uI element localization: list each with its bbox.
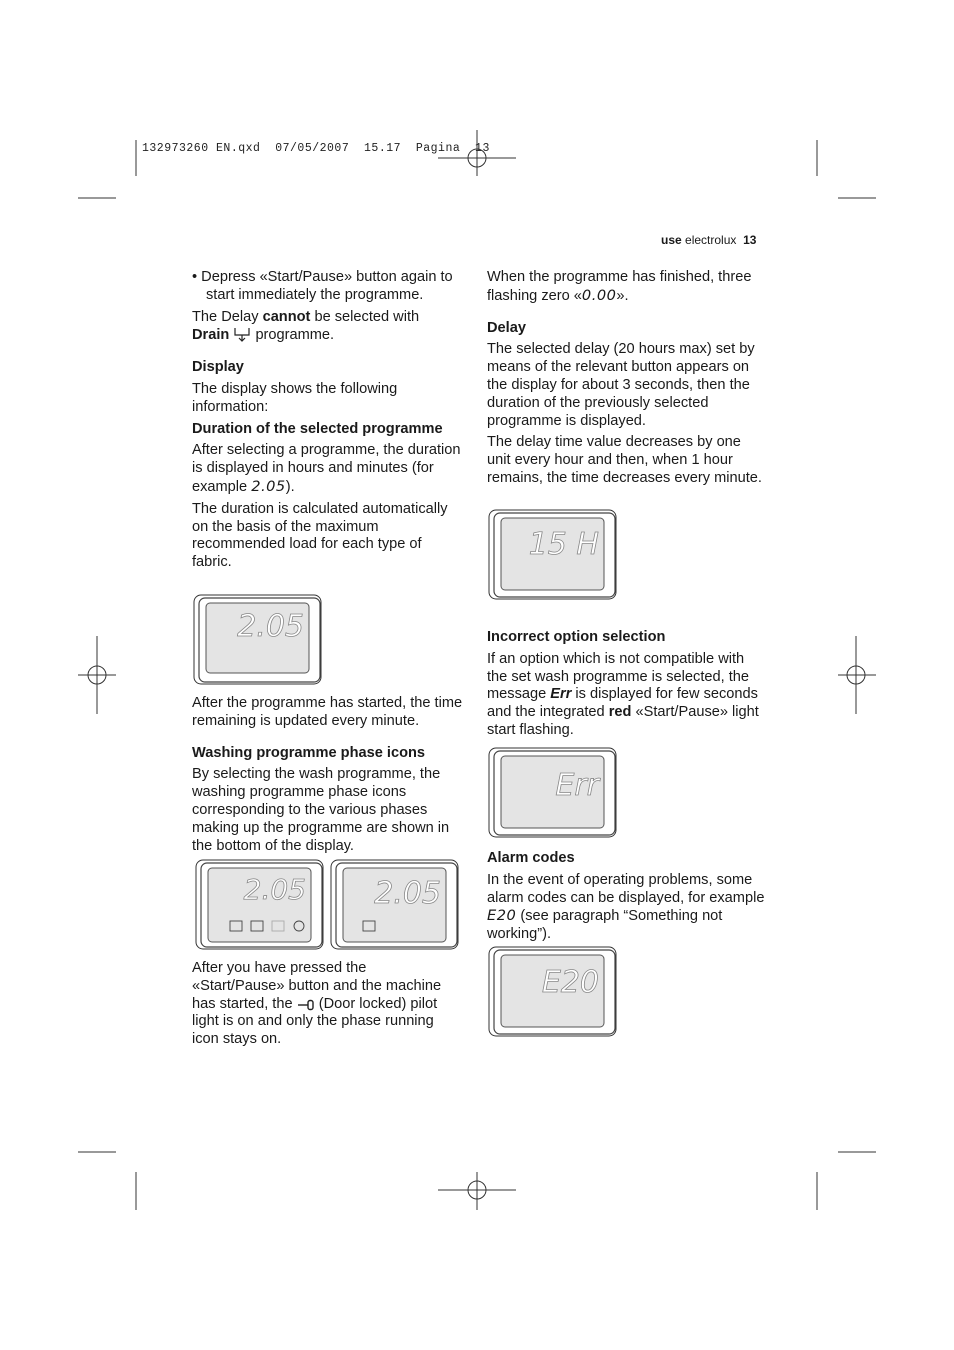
lcd-display-duration xyxy=(193,594,323,686)
lcd-display-running xyxy=(330,859,460,951)
cannot-bold: cannot xyxy=(262,308,311,325)
lcd-display-phases xyxy=(195,859,325,951)
lcd-display-alarm xyxy=(488,946,618,1038)
lcd-text: 15 H xyxy=(528,527,599,562)
lcd-text: 2.05 xyxy=(237,609,304,644)
delay-note-text: The Delay xyxy=(192,308,263,325)
after-pressed-pre: After you have pressed the «Start/Pause» button and the machine has started, the xyxy=(192,960,442,1012)
left-column-lower xyxy=(192,695,467,859)
alarm-text xyxy=(487,872,765,944)
duration-text xyxy=(192,442,464,496)
after-start-text: After the programme has started, the time remaining is updated every minute. xyxy=(192,695,463,729)
lcd-text: E20 xyxy=(541,965,599,1000)
header-section: use xyxy=(661,233,682,247)
phase-text: By selecting the wash programme, the washing programme phase icons corresponding to the various phases making up the programme are shown in the bottom of the display. xyxy=(192,766,450,854)
lcd-text: Err xyxy=(555,768,599,803)
alarm-pre: In the event of operating problems, some alarm codes can be displayed, for example xyxy=(487,871,765,906)
door-locked-icon xyxy=(297,999,315,1011)
duration-text-post: ). xyxy=(285,478,295,495)
display-text: The display shows the following information: xyxy=(192,380,398,415)
bullet-item: • Depress «Start/Pause» button again to start immediately the programme. xyxy=(192,269,453,303)
finished-post: ». xyxy=(616,287,629,304)
lcd-display-delay xyxy=(488,509,618,601)
alarm-post: (see paragraph “Something not working”). xyxy=(487,908,723,943)
alarm-code: E20 xyxy=(487,907,517,925)
delay-note-mid: be selected with xyxy=(310,308,420,325)
lcd-display-error xyxy=(488,747,618,839)
lcd-text: 2.05 xyxy=(374,876,441,911)
right-column-incorrect xyxy=(487,629,765,744)
drain-bold: Drain xyxy=(192,327,230,344)
header-brand: electrolux xyxy=(685,233,737,247)
delay-text-2: The delay time value decreases by one unit every hour and then, when 1 hour remains, the time decreases every minute. xyxy=(487,434,762,486)
delay-note xyxy=(192,309,464,346)
duration-text-pre: After selecting a programme, the duration is displayed in hours and minutes (for example xyxy=(192,442,461,495)
delay-heading: Delay xyxy=(487,319,526,336)
left-column-bottom xyxy=(192,960,462,1053)
delay-note-post: programme. xyxy=(255,327,335,344)
incorrect-mid: is displayed for few seconds and the integrated xyxy=(487,686,758,721)
duration-calc-text: The duration is calculated automatically on the basis of the maximum recommended load for each type of fabric. xyxy=(192,500,448,571)
lcd-text: 2.05 xyxy=(243,873,306,906)
incorrect-heading: Incorrect option selection xyxy=(487,629,666,645)
after-pressed-text xyxy=(192,960,462,1049)
finished-zero: 0.00 xyxy=(581,286,617,304)
err-message: Err xyxy=(550,686,572,703)
right-column-alarm xyxy=(487,850,765,948)
right-column xyxy=(487,269,763,492)
drain-icon xyxy=(233,326,251,342)
finished-pre: When the programme has finished, three flashing zero « xyxy=(487,269,752,304)
phase-heading: Washing programme phase icons xyxy=(192,744,426,761)
page-number: 13 xyxy=(743,233,757,247)
incorrect-post: «Start/Pause» light start flashing. xyxy=(487,704,759,738)
delay-text-1: The selected delay (20 hours max) set by means of the relevant button appears on the display for about 3 seconds, then the duration of the previously selected programme is displayed. xyxy=(487,341,755,429)
duration-example: 2.05 xyxy=(251,477,286,495)
running-header xyxy=(661,233,756,247)
finished-text xyxy=(487,269,763,306)
bullet-text: Depress «Start/Pause» button again to start immediately the programme. xyxy=(201,269,453,303)
incorrect-pre: If an option which is not compatible with the set wash programme is selected, the message xyxy=(487,650,750,703)
duration-heading: Duration of the selected programme xyxy=(192,420,443,437)
display-heading: Display xyxy=(192,359,244,376)
print-slug: 132973260 EN.qxd 07/05/2007 15.17 Pagina 13 xyxy=(142,142,490,155)
alarm-heading: Alarm codes xyxy=(487,850,575,866)
red-bold: red xyxy=(608,704,632,721)
left-column xyxy=(192,269,464,576)
incorrect-text xyxy=(487,651,765,740)
after-pressed-post: (Door locked) pilot light is on and only the phase running icon stays on. xyxy=(192,995,438,1048)
